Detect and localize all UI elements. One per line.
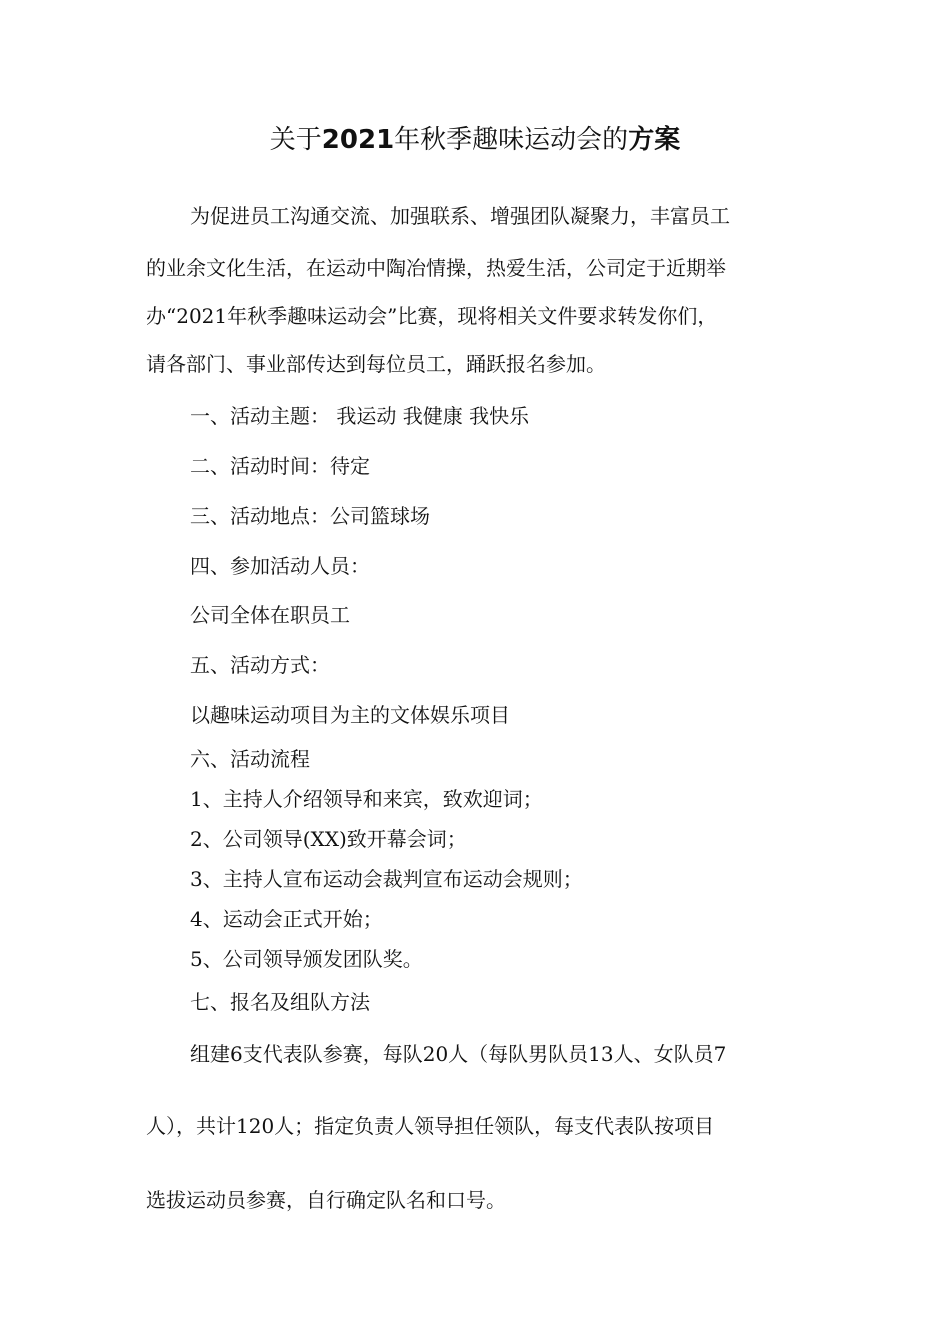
intro-line-3: 办“2021年秋季趣味运动会”比赛，现将相关文件要求转发你们， — [146, 304, 718, 328]
section-theme: 一、活动主题： 我运动 我健康 我快乐 — [190, 404, 530, 428]
title-year: 2021 — [321, 125, 395, 155]
intro-line-2: 的业余文化生活，在运动中陶冶情操，热爱生活，公司定于近期举 — [146, 256, 726, 280]
document-title — [0, 120, 950, 160]
section-flow-heading: 六、活动流程 — [190, 747, 310, 771]
section-method-heading: 五、活动方式： — [190, 653, 330, 677]
flow-item-5: 5、公司领导颁发团队奖。 — [190, 947, 423, 971]
section-method: 以趣味运动项目为主的文体娱乐项目 — [190, 703, 510, 727]
signup-line-2: 人），共计120人；指定负责人领导担任领队，每支代表队按项目 — [146, 1114, 715, 1138]
title-prefix: 关于 — [269, 125, 322, 155]
signup-line-1: 组建6支代表队参赛，每队20人（每队男队员13人、女队员7 — [190, 1042, 727, 1066]
title-middle: 年秋季趣味运动会的 — [394, 125, 629, 155]
section-time: 二、活动时间：待定 — [190, 454, 370, 478]
flow-item-3: 3、主持人宣布运动会裁判宣布运动会规则； — [190, 867, 583, 891]
title-suffix: 方案 — [628, 125, 681, 155]
section-signup-heading: 七、报名及组队方法 — [190, 990, 370, 1014]
signup-line-3: 选拔运动员参赛，自行确定队名和口号。 — [146, 1188, 506, 1212]
flow-item-4: 4、运动会正式开始； — [190, 907, 383, 931]
intro-line-4: 请各部门、事业部传达到每位员工，踊跃报名参加。 — [146, 352, 606, 376]
section-participants: 公司全体在职员工 — [190, 603, 350, 627]
flow-item-2: 2、公司领导(XX)致开幕会词； — [190, 827, 467, 851]
section-participants-heading: 四、参加活动人员： — [190, 554, 370, 578]
intro-line-1: 为促进员工沟通交流、加强联系、增强团队凝聚力，丰富员工 — [190, 204, 730, 228]
section-location: 三、活动地点：公司篮球场 — [190, 504, 430, 528]
flow-item-1: 1、主持人介绍领导和来宾，致欢迎词； — [190, 787, 543, 811]
